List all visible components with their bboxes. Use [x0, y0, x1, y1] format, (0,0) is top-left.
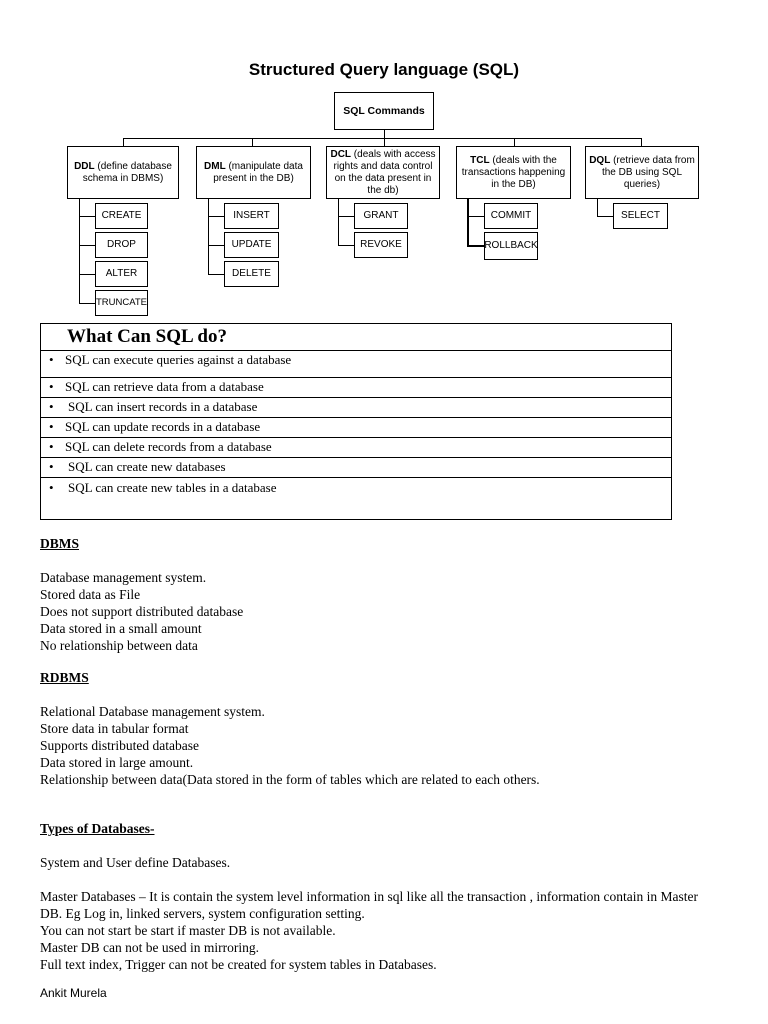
what-can-sql-do-table — [40, 323, 672, 520]
rdbms-line: Relationship between data(Data stored in the form of tables which are related to each others. — [40, 772, 540, 787]
rdbms-line: Relational Database management system. — [40, 704, 265, 719]
connector — [123, 138, 641, 139]
table-row — [41, 418, 671, 438]
category-desc: (deals with the transactions happening in the DB) — [461, 154, 566, 190]
command-revoke — [354, 232, 408, 258]
types-line: You can not start be start if master DB is not available. — [40, 923, 336, 938]
command-label: UPDATE — [231, 239, 272, 250]
command-delete — [224, 261, 279, 287]
command-label: DROP — [107, 239, 136, 250]
category-box-dcl — [326, 146, 440, 199]
category-box-dml — [196, 146, 311, 199]
bullet-icon: • — [49, 480, 54, 495]
connector — [597, 216, 613, 217]
types-intro: System and User define Databases. — [40, 855, 231, 870]
category-box-tcl — [456, 146, 571, 199]
command-drop — [95, 232, 148, 258]
category-desc: (deals with access rights and data control on the data present in the db) — [333, 148, 436, 196]
command-label: TRUNCATE — [95, 297, 148, 308]
rdbms-line: Supports distributed database — [40, 738, 199, 753]
sql-commands-diagram — [0, 0, 768, 320]
connector — [79, 274, 95, 275]
command-rollback — [484, 232, 538, 260]
category-box-dql — [585, 146, 699, 199]
table-row-text: SQL can create new databases — [68, 459, 226, 474]
table-row-text: SQL can execute queries against a database — [65, 352, 292, 367]
bullet-icon: • — [49, 399, 54, 414]
category-desc: (manipulate data present in the DB) — [213, 160, 303, 184]
command-insert — [224, 203, 279, 229]
rdbms-line: Store data in tabular format — [40, 721, 189, 736]
command-label: CREATE — [101, 210, 142, 221]
command-alter — [95, 261, 148, 287]
table-row-text: SQL can create new tables in a database — [68, 480, 277, 495]
table-row-text: SQL can retrieve data from a database — [65, 379, 264, 394]
category-abbr: DDL — [74, 160, 95, 172]
bullet-icon: • — [49, 459, 54, 474]
types-section — [40, 820, 720, 973]
command-select — [613, 203, 668, 229]
command-truncate — [95, 290, 148, 316]
table-row-text: SQL can update records in a database — [65, 419, 261, 434]
command-label: COMMIT — [490, 210, 532, 221]
bullet-icon: • — [49, 439, 54, 454]
dbms-section — [40, 535, 243, 654]
connector — [252, 138, 253, 146]
table-header-text: What Can SQL do? — [67, 326, 227, 347]
table-row — [41, 398, 671, 418]
command-label: ROLLBACK — [484, 240, 538, 251]
footer-author: Ankit Murela — [40, 986, 107, 1000]
connector — [467, 199, 469, 246]
table-row — [41, 351, 671, 378]
connector — [79, 245, 95, 246]
category-abbr: DQL — [589, 154, 611, 166]
command-label: SELECT — [621, 210, 660, 221]
dbms-line: Data stored in a small amount — [40, 621, 202, 636]
command-label: REVOKE — [360, 239, 402, 250]
table-row — [41, 438, 671, 458]
category-abbr: DML — [204, 160, 226, 172]
bullet-icon: • — [49, 352, 54, 367]
table-header — [41, 324, 671, 351]
connector — [208, 274, 224, 275]
rdbms-section — [40, 669, 540, 788]
dbms-line: Database management system. — [40, 570, 207, 585]
table-row — [41, 458, 671, 478]
connector — [514, 138, 515, 146]
table-row-text: SQL can insert records in a database — [68, 399, 258, 414]
table-row-text: SQL can delete records from a database — [65, 439, 272, 454]
types-line: Full text index, Trigger can not be created for system tables in Databases. — [40, 957, 437, 972]
command-label: GRANT — [363, 210, 399, 221]
dbms-heading: DBMS — [40, 536, 80, 551]
types-heading: Types of Databases- — [40, 821, 155, 836]
connector — [208, 199, 209, 275]
bullet-icon: • — [49, 379, 54, 394]
command-create — [95, 203, 148, 229]
category-abbr: TCL — [470, 154, 490, 166]
bullet-icon: • — [49, 419, 54, 434]
category-abbr: DCL — [330, 148, 352, 160]
category-desc: (define database schema in DBMS) — [82, 160, 172, 184]
dbms-line: No relationship between data — [40, 638, 198, 653]
category-desc: (retrieve data from the DB using SQL queries) — [601, 154, 695, 190]
dbms-line: Stored data as File — [40, 587, 141, 602]
connector — [384, 138, 385, 146]
connector — [79, 199, 80, 304]
rdbms-heading: RDBMS — [40, 670, 89, 685]
connector — [467, 216, 484, 217]
connector — [384, 130, 385, 138]
types-line: Master DB can not be used in mirroring. — [40, 940, 259, 955]
diagram-root-label: SQL Commands — [343, 105, 425, 117]
connector — [79, 216, 95, 217]
connector — [338, 216, 354, 217]
rdbms-line: Data stored in large amount. — [40, 755, 194, 770]
dbms-line: Does not support distributed database — [40, 604, 244, 619]
connector — [338, 245, 354, 246]
command-label: INSERT — [233, 210, 270, 221]
connector — [208, 216, 224, 217]
connector — [641, 138, 642, 146]
category-box-ddl — [67, 146, 179, 199]
command-grant — [354, 203, 408, 229]
command-update — [224, 232, 279, 258]
connector — [467, 245, 484, 247]
connector — [597, 199, 598, 217]
table-row — [41, 378, 671, 398]
table-row — [41, 478, 671, 519]
command-commit — [484, 203, 538, 229]
command-label: DELETE — [232, 268, 271, 279]
connector — [123, 138, 124, 146]
connector — [338, 199, 339, 246]
diagram-root-box — [334, 92, 434, 130]
types-line: Master Databases – It is contain the system level information in sql like all the transaction , information contain in Master DB. Eg Log in, linked servers, system configuration setting. — [40, 889, 698, 921]
command-label: ALTER — [105, 268, 138, 279]
page-title: Structured Query language (SQL) — [248, 60, 520, 79]
connector — [208, 245, 224, 246]
connector — [79, 303, 95, 304]
